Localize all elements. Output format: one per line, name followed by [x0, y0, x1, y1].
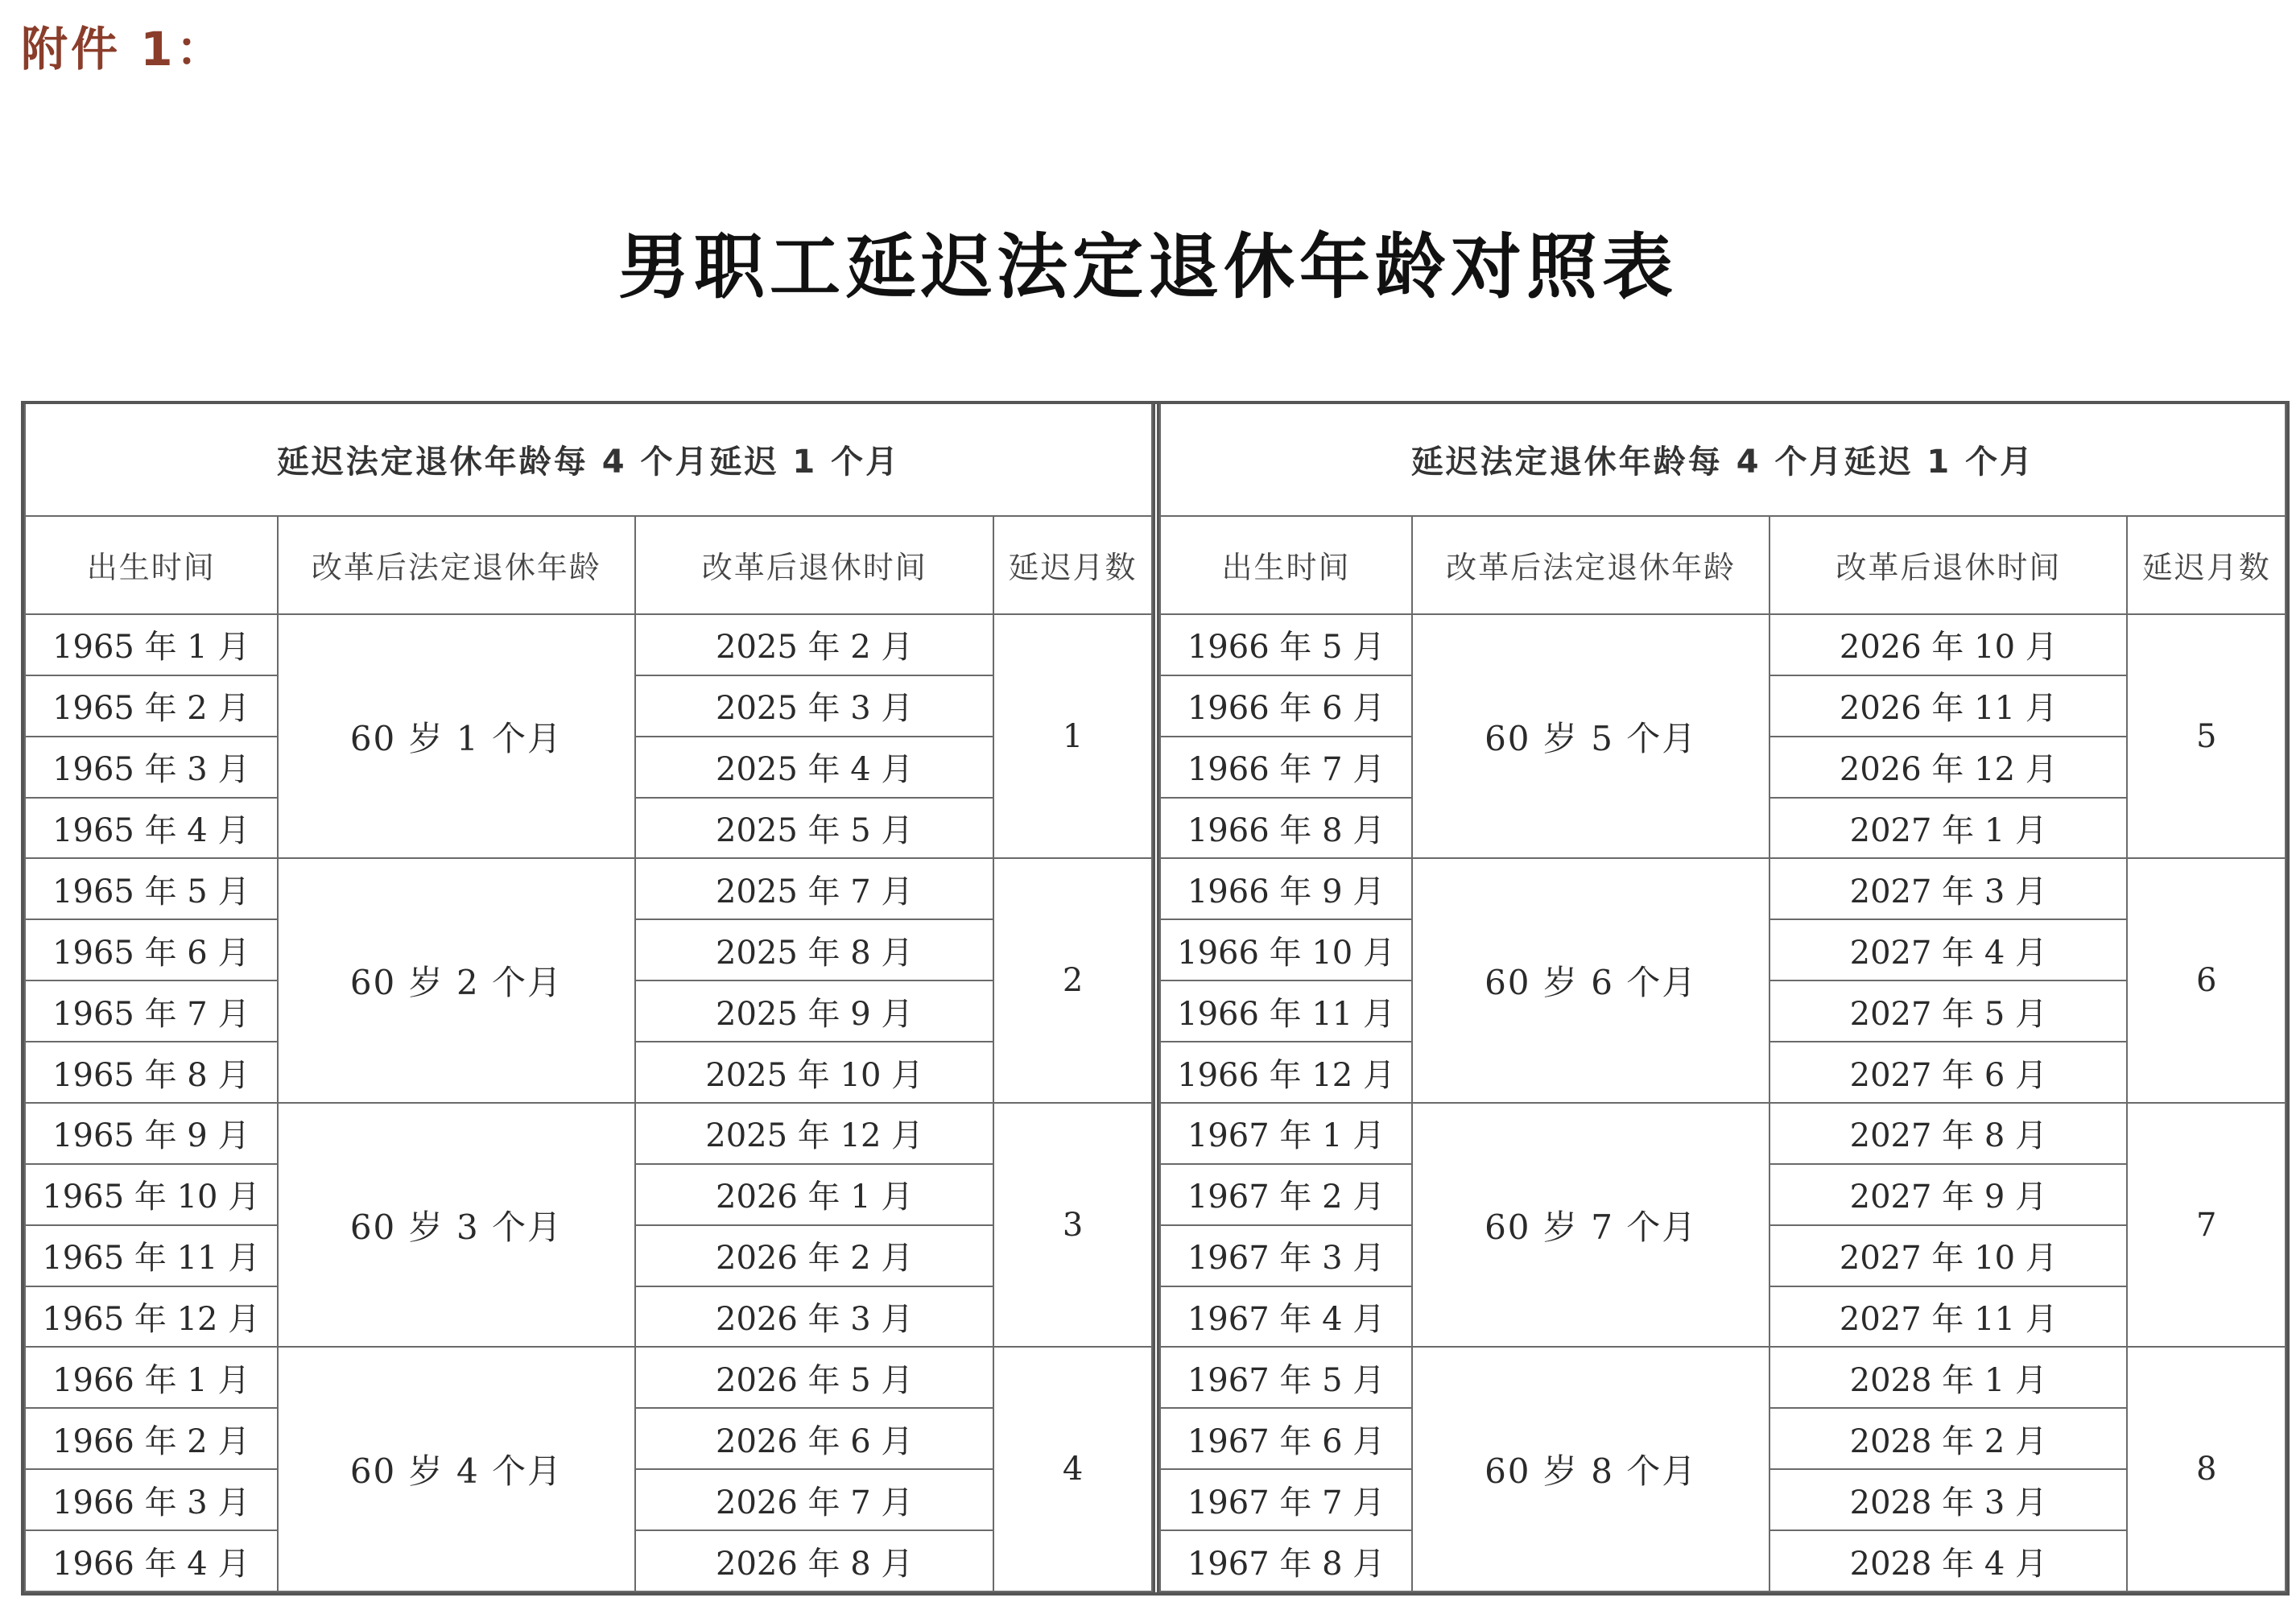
retirement-date-cell: 2026 年 3 月	[635, 1286, 993, 1348]
retirement-date-cell: 2027 年 9 月	[1769, 1164, 2127, 1225]
retirement-date-cell: 2027 年 6 月	[1769, 1042, 2127, 1103]
table-row	[1160, 1103, 2286, 1164]
birth-date-cell: 1966 年 12 月	[1160, 1042, 1412, 1103]
delay-months-cell: 4	[993, 1347, 1152, 1591]
table-row	[1160, 1347, 2286, 1408]
retirement-table	[1159, 404, 2286, 1592]
retirement-date-cell: 2028 年 2 月	[1769, 1408, 2127, 1469]
birth-date-header: 出生时间	[1160, 516, 1412, 614]
group-header: 延迟法定退休年龄每 4 个月延迟 1 个月	[1160, 404, 2286, 516]
birth-date-cell: 1965 年 6 月	[25, 919, 278, 980]
table-row	[1160, 858, 2286, 919]
table-row	[25, 614, 1152, 675]
birth-date-cell: 1965 年 4 月	[25, 798, 278, 859]
retirement-date-cell: 2026 年 11 月	[1769, 675, 2127, 737]
birth-date-cell: 1967 年 3 月	[1160, 1225, 1412, 1286]
birth-date-cell: 1966 年 6 月	[1160, 675, 1412, 737]
retirement-age-cell: 60 岁 3 个月	[278, 1103, 636, 1348]
birth-date-cell: 1966 年 5 月	[1160, 614, 1412, 675]
table-row	[25, 1347, 1152, 1408]
birth-date-cell: 1967 年 8 月	[1160, 1530, 1412, 1591]
birth-date-cell: 1966 年 3 月	[25, 1469, 278, 1530]
retirement-date-cell: 2025 年 3 月	[635, 675, 993, 737]
birth-date-cell: 1965 年 1 月	[25, 614, 278, 675]
retirement-date-cell: 2027 年 8 月	[1769, 1103, 2127, 1164]
table-divider	[1153, 404, 1159, 1592]
retirement-date-cell: 2027 年 11 月	[1769, 1286, 2127, 1348]
retirement-table	[24, 404, 1153, 1592]
retirement-age-header: 改革后法定退休年龄	[278, 516, 636, 614]
birth-date-cell: 1965 年 3 月	[25, 737, 278, 798]
retirement-date-header: 改革后退休时间	[635, 516, 993, 614]
table-row	[1160, 614, 2286, 675]
table-left	[24, 404, 1153, 1592]
delay-months-cell: 8	[2127, 1347, 2286, 1591]
retirement-age-cell: 60 岁 1 个月	[278, 614, 636, 859]
delay-months-cell: 7	[2127, 1103, 2286, 1348]
retirement-date-cell: 2026 年 8 月	[635, 1530, 993, 1591]
retirement-date-header: 改革后退休时间	[1769, 516, 2127, 614]
birth-date-cell: 1966 年 10 月	[1160, 919, 1412, 980]
birth-date-cell: 1967 年 6 月	[1160, 1408, 1412, 1469]
delay-months-header: 延迟月数	[993, 516, 1152, 614]
delay-months-cell: 3	[993, 1103, 1152, 1348]
retirement-date-cell: 2025 年 7 月	[635, 858, 993, 919]
retirement-date-cell: 2025 年 2 月	[635, 614, 993, 675]
birth-date-cell: 1966 年 9 月	[1160, 858, 1412, 919]
retirement-date-cell: 2028 年 1 月	[1769, 1347, 2127, 1408]
birth-date-cell: 1966 年 7 月	[1160, 737, 1412, 798]
retirement-date-cell: 2027 年 1 月	[1769, 798, 2127, 859]
retirement-date-cell: 2026 年 2 月	[635, 1225, 993, 1286]
table-right	[1159, 404, 2286, 1592]
retirement-date-cell: 2025 年 4 月	[635, 737, 993, 798]
birth-date-cell: 1965 年 5 月	[25, 858, 278, 919]
birth-date-cell: 1967 年 7 月	[1160, 1469, 1412, 1530]
retirement-date-cell: 2025 年 9 月	[635, 980, 993, 1042]
delay-months-cell: 2	[993, 858, 1152, 1103]
retirement-date-cell: 2026 年 5 月	[635, 1347, 993, 1408]
table-row	[25, 1103, 1152, 1164]
delay-months-cell: 1	[993, 614, 1152, 859]
retirement-age-cell: 60 岁 4 个月	[278, 1347, 636, 1591]
retirement-date-cell: 2027 年 10 月	[1769, 1225, 2127, 1286]
comparison-tables	[21, 401, 2290, 1596]
retirement-age-cell: 60 岁 5 个月	[1412, 614, 1769, 859]
delay-months-cell: 5	[2127, 614, 2286, 859]
retirement-date-cell: 2028 年 3 月	[1769, 1469, 2127, 1530]
birth-date-cell: 1965 年 11 月	[25, 1225, 278, 1286]
birth-date-header: 出生时间	[25, 516, 278, 614]
retirement-date-cell: 2026 年 10 月	[1769, 614, 2127, 675]
retirement-date-cell: 2026 年 7 月	[635, 1469, 993, 1530]
birth-date-cell: 1965 年 10 月	[25, 1164, 278, 1225]
retirement-age-cell: 60 岁 8 个月	[1412, 1347, 1769, 1591]
retirement-date-cell: 2026 年 1 月	[635, 1164, 993, 1225]
retirement-date-cell: 2027 年 5 月	[1769, 980, 2127, 1042]
birth-date-cell: 1965 年 2 月	[25, 675, 278, 737]
birth-date-cell: 1967 年 1 月	[1160, 1103, 1412, 1164]
retirement-date-cell: 2025 年 12 月	[635, 1103, 993, 1164]
birth-date-cell: 1967 年 2 月	[1160, 1164, 1412, 1225]
birth-date-cell: 1966 年 1 月	[25, 1347, 278, 1408]
retirement-date-cell: 2027 年 3 月	[1769, 858, 2127, 919]
delay-months-header: 延迟月数	[2127, 516, 2286, 614]
retirement-age-cell: 60 岁 6 个月	[1412, 858, 1769, 1103]
retirement-date-cell: 2025 年 5 月	[635, 798, 993, 859]
document-title: 男职工延迟法定退休年龄对照表	[617, 225, 1678, 308]
birth-date-cell: 1967 年 4 月	[1160, 1286, 1412, 1348]
birth-date-cell: 1965 年 7 月	[25, 980, 278, 1042]
table-row	[25, 858, 1152, 919]
group-header: 延迟法定退休年龄每 4 个月延迟 1 个月	[25, 404, 1152, 516]
birth-date-cell: 1965 年 8 月	[25, 1042, 278, 1103]
birth-date-cell: 1965 年 9 月	[25, 1103, 278, 1164]
birth-date-cell: 1966 年 2 月	[25, 1408, 278, 1469]
retirement-date-cell: 2028 年 4 月	[1769, 1530, 2127, 1591]
retirement-age-cell: 60 岁 7 个月	[1412, 1103, 1769, 1348]
birth-date-cell: 1966 年 8 月	[1160, 798, 1412, 859]
delay-months-cell: 6	[2127, 858, 2286, 1103]
retirement-age-cell: 60 岁 2 个月	[278, 858, 636, 1103]
birth-date-cell: 1965 年 12 月	[25, 1286, 278, 1348]
birth-date-cell: 1966 年 4 月	[25, 1530, 278, 1591]
birth-date-cell: 1967 年 5 月	[1160, 1347, 1412, 1408]
attachment-label: 附件 1：	[21, 22, 226, 76]
retirement-date-cell: 2025 年 8 月	[635, 919, 993, 980]
retirement-date-cell: 2026 年 12 月	[1769, 737, 2127, 798]
retirement-age-header: 改革后法定退休年龄	[1412, 516, 1769, 614]
retirement-date-cell: 2026 年 6 月	[635, 1408, 993, 1469]
birth-date-cell: 1966 年 11 月	[1160, 980, 1412, 1042]
retirement-date-cell: 2025 年 10 月	[635, 1042, 993, 1103]
retirement-date-cell: 2027 年 4 月	[1769, 919, 2127, 980]
